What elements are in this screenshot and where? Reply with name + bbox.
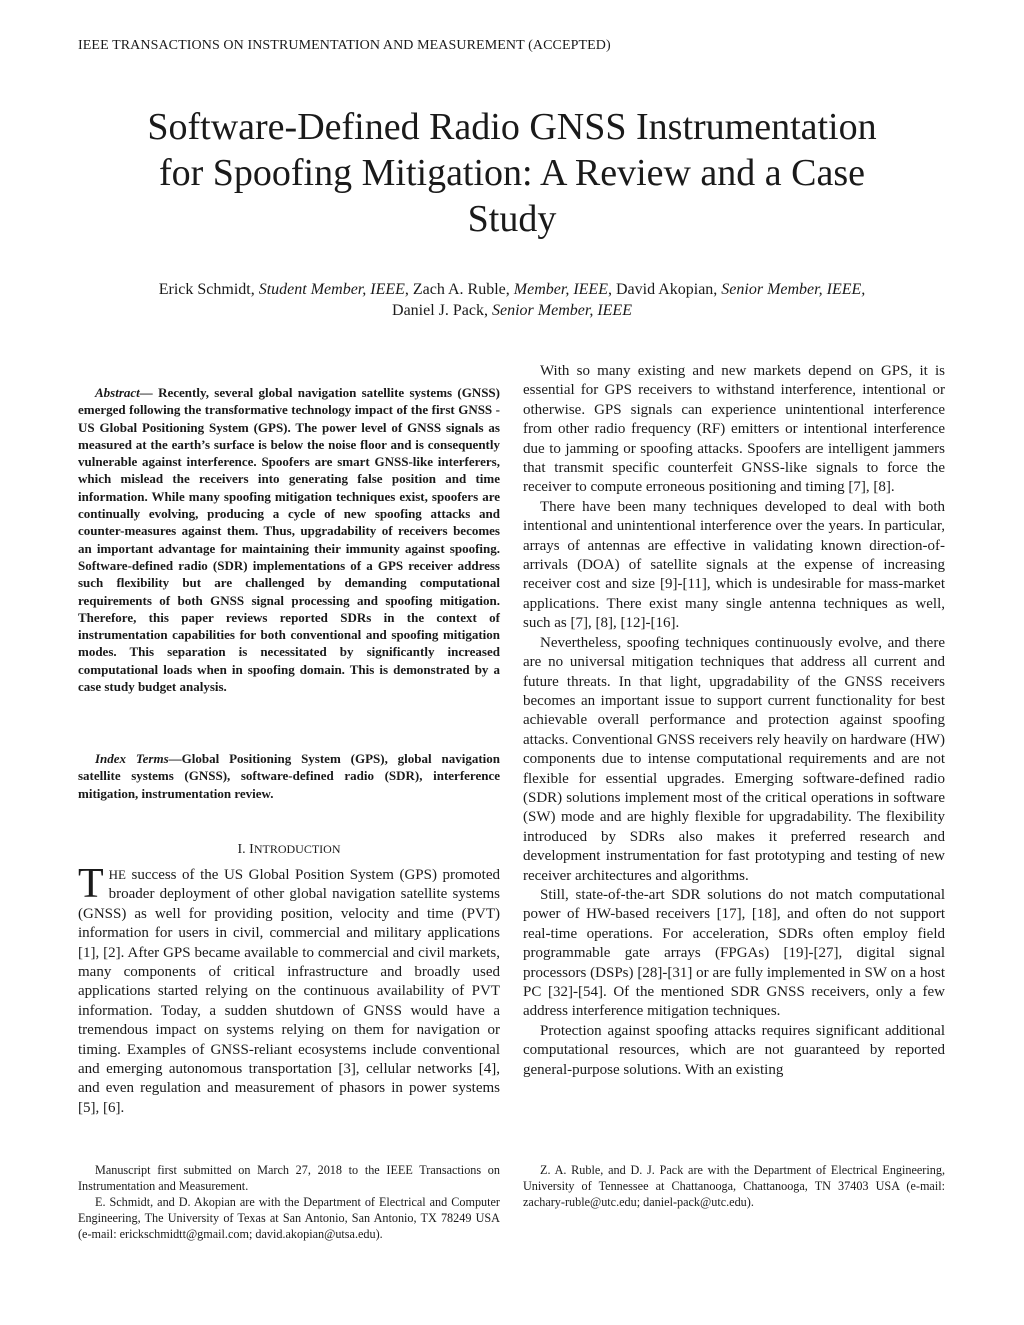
body-paragraph: Nevertheless, spoofing techniques continuously evolve, and there are no universal mitigation techniques that address all current and future threats. In that light, upgradability of the GNSS receivers becomes an important issue to support current functionality for best achievable overall performance and protection against spoofing attacks. Conventional GNSS receivers rely heavily on hardware (HW) components due to intense computational requirements and are not flexible for essential upgrades. Emerging software-defined radio (SDR) solutions implement most of the critical operations in software (SW) mode and are highly flexible for upgradability. The flexibility introduced by SDRs also makes it preferred research and development instrumentation for fast prototyping and testing of new receiver architectures and algorithms. — [523, 634, 945, 884]
author-role: Senior Member, IEEE, — [721, 281, 866, 298]
title-line: Study — [467, 198, 557, 240]
section-number: I. — [237, 842, 250, 857]
author-name: Daniel J. Pack, — [392, 302, 492, 319]
paper-title — [112, 104, 912, 242]
body-paragraph: Still, state-of-the-art SDR solutions do not match computational power of HW-based receivers [17], [18], and often do not support real-time operations. For acceleration, SDRs often employ field programmable gate arrays (FPGAs) [19]-[27], digital signal processors (DSPs) [28]-[31] or are fully implemented in SW on a host PC [32]-[54]. Of the mentioned SDR GNSS receivers, only a few address interference mitigation techniques. — [523, 886, 945, 1020]
body-paragraph: There have been many techniques developed to deal with both intentional and unintentional interference over the years. In particular, arrays of antennas are effective in validating known direction-of-arrivals (DOA) of satellite signals at the expense of increasing receiver cost and size [9]-[11], which is undesirable for mass-market applications. There exist many single antenna techniques as well, such as [7], [8], [12]-[16]. — [523, 498, 945, 632]
author-name: , David Akopian, — [607, 281, 722, 298]
introduction-paragraph — [78, 861, 500, 1118]
author-name: Erick Schmidt, — [158, 281, 259, 298]
abstract-text: Recently, several global navigation satellite systems (GNSS) emerged following the transformative technology impact of the first GNSS - US Global Positioning System (GPS). The power level of GNSS signals as measured at the earth’s surface is below the noise floor and is consequently vulnerable against interference. Spoofers are smart GNSS-like interferers, which mislead the receivers into generating false position and time information. While many spoofing mitigation techniques exist, spoofers are continually evolving, producing a cycle of new spoofing attacks and counter-measures against them. Thus, upgradability of receivers becomes an important advantage for maintaining their immunity against spoofing. Software-defined radio (SDR) implementations of a GPS receiver address such flexibility but are challenged by demanding computational requirements of both GNSS signal processing and spoofing mitigation. Therefore, this paper reviews reported SDRs in the context of instrumentation capabilities for both conventional and spoofing mitigation modes. This separation is necessitated by significantly increased computational loads when in spoofing domain. This is demonstrated by a case study budget analysis. — [78, 385, 500, 695]
body-paragraph: With so many existing and new markets depend on GPS, it is essential for GPS receivers to withstand interference, intentional or otherwise. GPS signals can experience unintentional interference from other radio frequency (RF) emitters or intentional interference due to jamming or spoofing attacks. Spoofers are intelligent jammers that transmit specific counterfeit GNSS-like signals to force the receiver to compute erroneous positioning and timing [7], [8]. — [523, 363, 945, 496]
title-line: for Spoofing Mitigation: A Review and a Case — [158, 152, 866, 194]
intro-caps: HE — [108, 867, 126, 882]
footnote-paragraph: E. Schmidt, and D. Akopian are with the Department of Electrical and Computer Engineering, The University of Texas at San Antonio, San Antonio, TX 78249 USA (e-mail: erickschmidtt@gmail.com; david.akopian@utsa.edu). — [78, 1195, 500, 1241]
journal-header: IEEE TRANSACTIONS ON INSTRUMENTATION AND MEASUREMENT (ACCEPTED) — [78, 38, 611, 53]
index-terms-text: —Global Positioning System (GPS), global navigation satellite systems (GNSS), software-defined radio (SDR), interference mitigation, instrumentation review. — [78, 751, 500, 801]
author-name: , Zach A. Ruble, — [404, 281, 514, 298]
section-title-initial: I — [249, 842, 254, 857]
right-column-body — [523, 362, 945, 1080]
title-line: Software-Defined Radio GNSS Instrumentation — [147, 106, 877, 148]
footnote-paragraph: Z. A. Ruble, and D. J. Pack are with the Department of Electrical Engineering, University of Tennessee at Chattanooga, Chattanooga, TN 37403 USA (e-mail: zachary-ruble@utc.edu; daniel-pack@utc.edu). — [523, 1163, 945, 1209]
index-terms-label: Index Terms — [95, 751, 169, 766]
author-role: Student Member, IEEE — [258, 281, 405, 298]
footnote-left — [78, 1162, 500, 1242]
author-role: Senior Member, IEEE — [492, 302, 632, 319]
footnote-right — [523, 1162, 945, 1210]
abstract — [78, 384, 500, 695]
intro-text: success of the US Global Position System (GPS) promoted broader deployment of other global navigation satellite systems (GNSS) as well for providing position, velocity and time (PVT) information for users in civil, commercial and military applications [1], [2]. After GPS became available to commercial and civil markets, many components of critical infrastructure and broadly used applications started relying on the continuous availability of PVT information. Today, a sudden shutdown of GNSS would have a tremendous impact on systems relying on them for navigation or timing. Examples of GNSS-reliant ecosystems include conventional and emerging autonomous transportation [3], cellular networks [4], and even regulation and measurement of phasors in power systems [5], [6]. — [78, 867, 500, 1116]
section-heading-introduction — [78, 842, 500, 858]
body-paragraph: Protection against spoofing attacks requires significant additional computational resources, which are not guaranteed by reported general-purpose solutions. With an existing — [523, 1022, 945, 1078]
footnote-paragraph: Manuscript first submitted on March 27, 2018 to the IEEE Transactions on Instrumentation and Measurement. — [78, 1163, 500, 1193]
drop-cap: T — [78, 861, 104, 907]
section-title-rest: NTRODUCTION — [253, 842, 341, 856]
index-terms — [78, 750, 500, 802]
author-role: Member, IEEE — [513, 281, 608, 298]
author-list — [112, 279, 912, 321]
abstract-label: Abstract— — [95, 385, 153, 400]
